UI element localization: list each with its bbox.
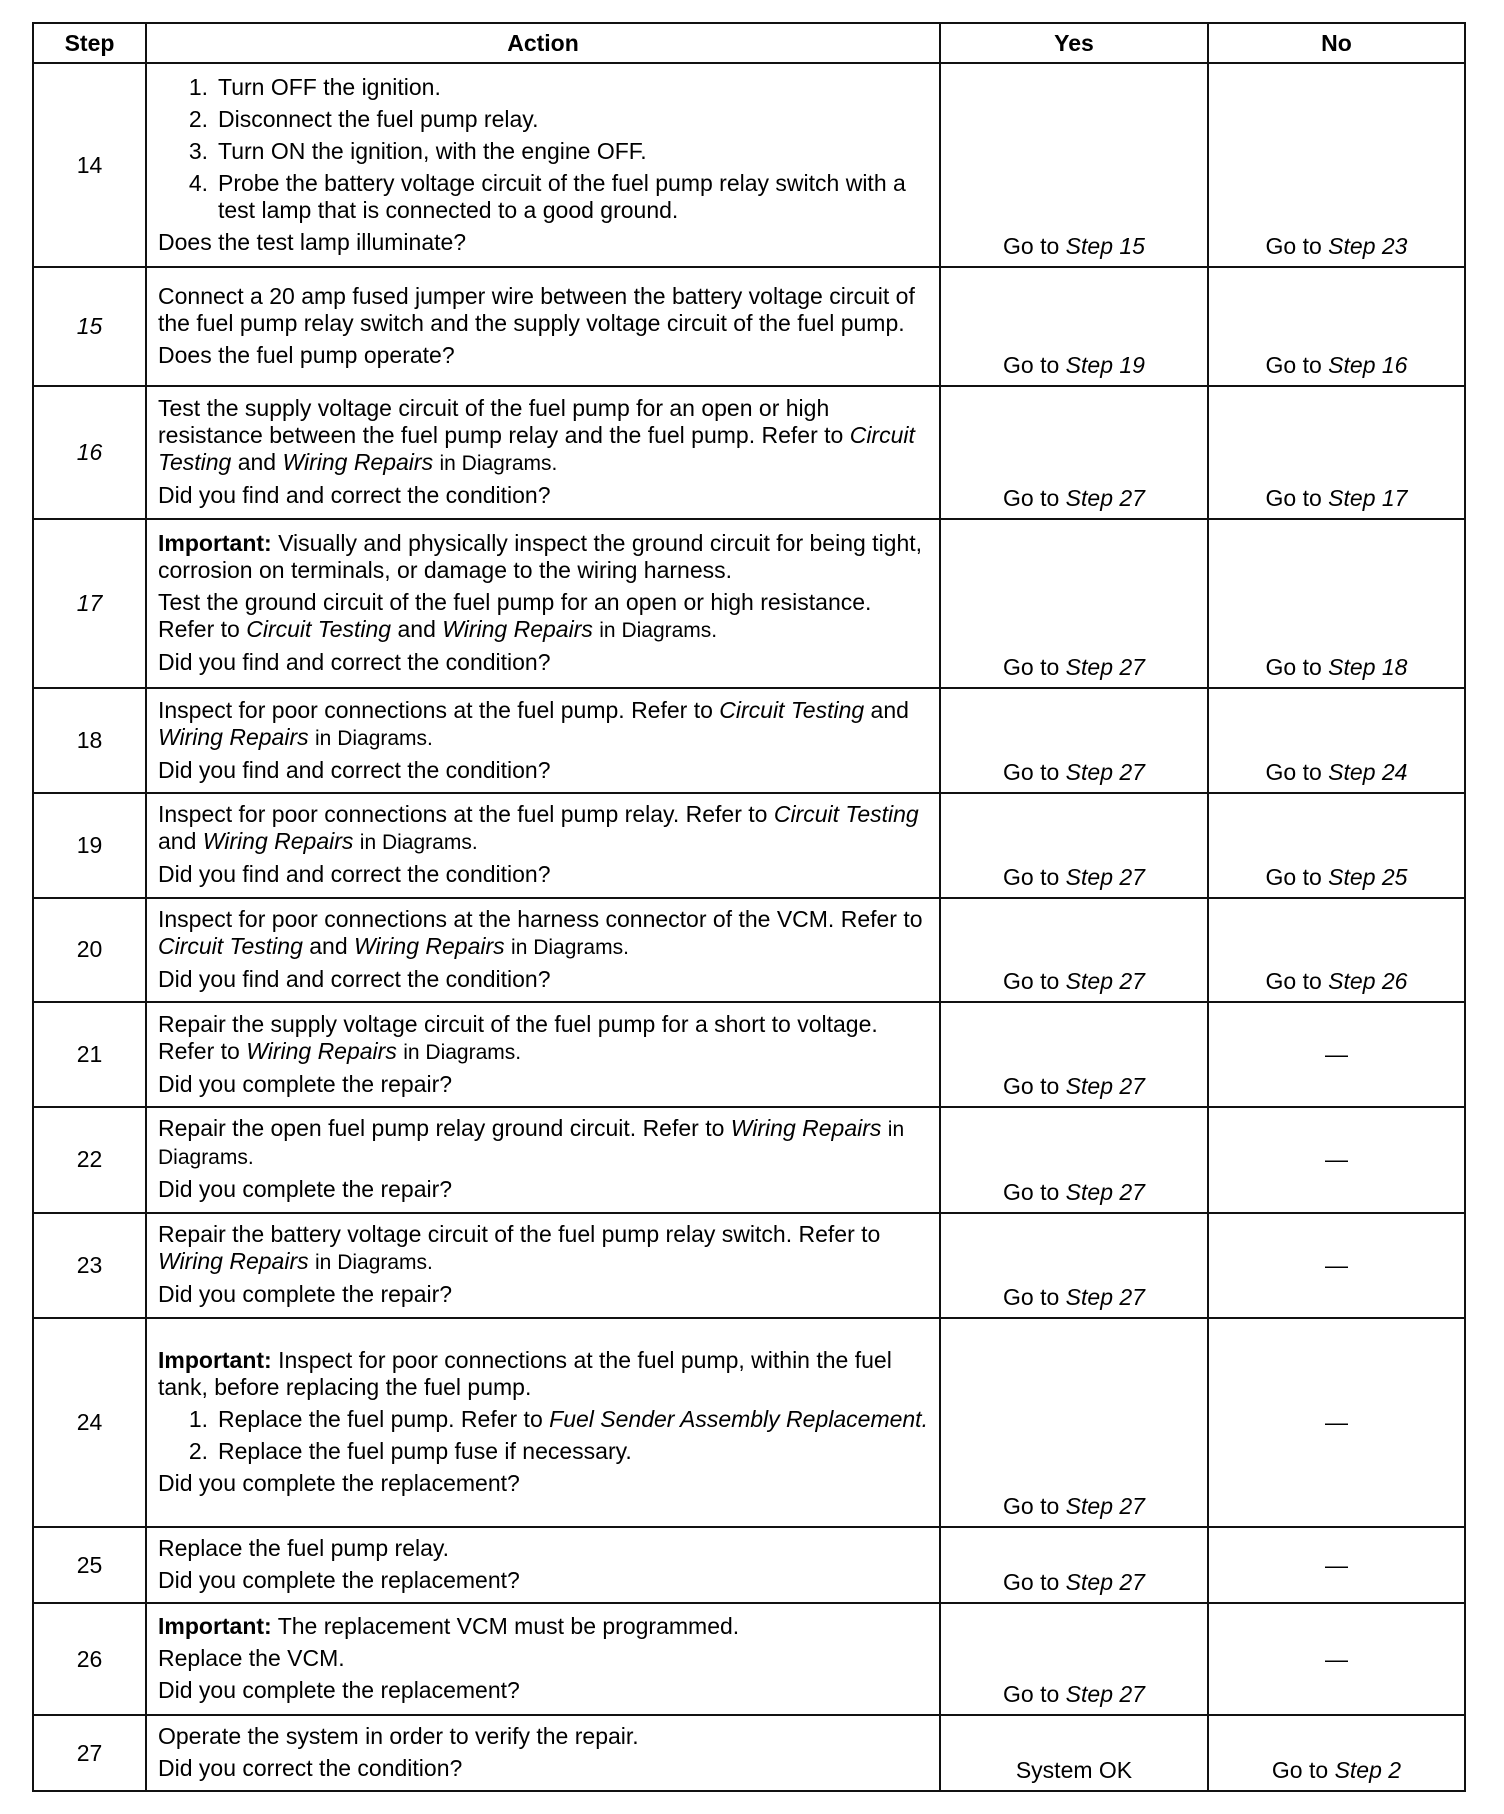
action-text: Inspect for poor connections at the fuel pump. Refer to Circuit Testing and Wiring Repairs in Diagrams. <box>158 696 909 750</box>
action-text: Replace the VCM. <box>158 1645 345 1672</box>
header-step: Step <box>33 23 146 63</box>
action-question: Did you find and correct the condition? <box>158 648 551 675</box>
action-cell <box>146 267 940 385</box>
yes-cell-system-ok: System OK <box>940 1715 1208 1791</box>
list-item: 4. Probe the battery voltage circuit of the fuel pump relay switch with a test lamp that is connected to a good ground. <box>188 169 906 223</box>
no-cell-dash: — <box>1208 1002 1465 1107</box>
action-cell <box>146 1603 940 1715</box>
yes-cell: Go to Step 27 <box>940 688 1208 793</box>
step-number: 19 <box>33 793 146 898</box>
action-question: Did you complete the replacement? <box>158 1469 520 1496</box>
yes-cell: Go to Step 27 <box>940 1213 1208 1318</box>
yes-cell: Go to Step 27 <box>940 793 1208 898</box>
yes-cell: Go to Step 27 <box>940 519 1208 689</box>
yes-cell: Go to Step 27 <box>940 386 1208 519</box>
action-cell <box>146 519 940 689</box>
list-item: 2. Disconnect the fuel pump relay. <box>188 105 539 132</box>
table-row <box>33 519 1465 689</box>
action-question: Does the test lamp illuminate? <box>158 228 467 255</box>
action-text: Test the ground circuit of the fuel pump for an open or high resistance. Refer to Circuit Testing and Wiring Repairs in Diagrams. <box>158 588 872 642</box>
no-cell-dash: — <box>1208 1527 1465 1603</box>
step-number: 24 <box>33 1318 146 1527</box>
yes-cell: Go to Step 27 <box>940 1603 1208 1715</box>
header-row <box>33 23 1465 63</box>
yes-cell: Go to Step 19 <box>940 267 1208 385</box>
step-number: 27 <box>33 1715 146 1791</box>
list-item: 1. Turn OFF the ignition. <box>188 73 441 100</box>
table-row <box>33 1715 1465 1791</box>
action-question: Did you complete the replacement? <box>158 1567 520 1594</box>
action-cell <box>146 386 940 519</box>
list-item: 2. Replace the fuel pump fuse if necessary. <box>188 1437 632 1464</box>
no-cell: Go to Step 16 <box>1208 267 1465 385</box>
step-number: 21 <box>33 1002 146 1107</box>
action-text: Replace the fuel pump relay. <box>158 1535 450 1562</box>
yes-cell: Go to Step 27 <box>940 1318 1208 1527</box>
no-cell: Go to Step 17 <box>1208 386 1465 519</box>
yes-cell: Go to Step 27 <box>940 1527 1208 1603</box>
step-number: 23 <box>33 1213 146 1318</box>
action-question: Did you complete the repair? <box>158 1070 453 1097</box>
action-cell <box>146 1527 940 1603</box>
no-cell-dash: — <box>1208 1107 1465 1213</box>
action-text: Test the supply voltage circuit of the fuel pump for an open or high resistance between the fuel pump relay and the fuel pump. Refer to Circuit Testing and Wiring Repairs in Diagrams. <box>158 394 915 475</box>
action-text: Inspect for poor connections at the harness connector of the VCM. Refer to Circuit Testing and Wiring Repairs in Diagrams. <box>158 905 923 959</box>
important-note: Important: Inspect for poor connections at the fuel pump, within the fuel tank, before replacing the fuel pump. <box>158 1346 892 1400</box>
action-text: Repair the open fuel pump relay ground circuit. Refer to Wiring Repairs in Diagrams. <box>158 1115 905 1170</box>
list-item: 3. Turn ON the ignition, with the engine OFF. <box>188 137 647 164</box>
action-cell <box>146 688 940 793</box>
step-number: 14 <box>33 63 146 267</box>
table-row <box>33 1002 1465 1107</box>
action-question: Did you complete the repair? <box>158 1176 453 1203</box>
action-text: Connect a 20 amp fused jumper wire between the battery voltage circuit of the fuel pump relay switch and the supply voltage circuit of the fuel pump. <box>158 282 915 336</box>
step-number: 26 <box>33 1603 146 1715</box>
table-row <box>33 1527 1465 1603</box>
no-cell: Go to Step 26 <box>1208 898 1465 1003</box>
action-question: Did you complete the replacement? <box>158 1677 520 1704</box>
table-row <box>33 793 1465 898</box>
action-question: Did you find and correct the condition? <box>158 861 551 888</box>
no-cell-dash: — <box>1208 1318 1465 1527</box>
step-number: 25 <box>33 1527 146 1603</box>
action-cell <box>146 1213 940 1318</box>
list-item: 1. Replace the fuel pump. Refer to Fuel Sender Assembly Replacement. <box>188 1405 928 1432</box>
action-question: Did you find and correct the condition? <box>158 481 551 508</box>
step-number: 15 <box>33 267 146 385</box>
step-number: 16 <box>33 386 146 519</box>
action-cell <box>146 1715 940 1791</box>
table-row <box>33 898 1465 1003</box>
no-cell: Go to Step 23 <box>1208 63 1465 267</box>
action-question: Did you find and correct the condition? <box>158 965 551 992</box>
step-number: 20 <box>33 898 146 1003</box>
yes-cell: Go to Step 15 <box>940 63 1208 267</box>
action-question: Did you correct the condition? <box>158 1755 463 1782</box>
no-step-ref: Step 23 <box>1328 233 1408 260</box>
yes-cell: Go to Step 27 <box>940 898 1208 1003</box>
action-cell <box>146 1107 940 1213</box>
action-cell <box>146 1002 940 1107</box>
action-question: Did you complete the repair? <box>158 1281 453 1308</box>
header-no: No <box>1208 23 1465 63</box>
no-cell: Go to Step 24 <box>1208 688 1465 793</box>
table-row <box>33 63 1465 267</box>
header-yes: Yes <box>940 23 1208 63</box>
no-cell-dash: — <box>1208 1603 1465 1715</box>
action-text: Repair the supply voltage circuit of the fuel pump for a short to voltage. Refer to Wiring Repairs in Diagrams. <box>158 1010 878 1064</box>
table-row <box>33 1318 1465 1527</box>
action-cell <box>146 898 940 1003</box>
diagnostic-table <box>32 22 1466 1792</box>
no-cell: Go to Step 18 <box>1208 519 1465 689</box>
table-row <box>33 1107 1465 1213</box>
yes-cell: Go to Step 27 <box>940 1002 1208 1107</box>
table-row <box>33 1603 1465 1715</box>
action-question: Does the fuel pump operate? <box>158 341 455 368</box>
table-row <box>33 267 1465 385</box>
table-row <box>33 1213 1465 1318</box>
table-row <box>33 688 1465 793</box>
action-text: Inspect for poor connections at the fuel pump relay. Refer to Circuit Testing and Wiring Repairs in Diagrams. <box>158 801 919 855</box>
table-row <box>33 386 1465 519</box>
yes-step-ref: Step 15 <box>1065 233 1145 260</box>
no-cell: Go to Step 2 <box>1208 1715 1465 1791</box>
diagnostic-table-page <box>32 22 1464 1792</box>
action-cell <box>146 63 940 267</box>
step-number: 22 <box>33 1107 146 1213</box>
yes-cell: Go to Step 27 <box>940 1107 1208 1213</box>
header-action: Action <box>146 23 940 63</box>
important-note: Important: Visually and physically inspect the ground circuit for being tight, corrosion on terminals, or damage to the wiring harness. <box>158 529 923 583</box>
no-cell-dash: — <box>1208 1213 1465 1318</box>
step-number: 18 <box>33 688 146 793</box>
action-text: Operate the system in order to verify the repair. <box>158 1723 639 1750</box>
action-question: Did you find and correct the condition? <box>158 756 551 783</box>
action-text: Repair the battery voltage circuit of the fuel pump relay switch. Refer to Wiring Repairs in Diagrams. <box>158 1221 881 1275</box>
important-note: Important: The replacement VCM must be programmed. <box>158 1613 740 1640</box>
step-number: 17 <box>33 519 146 689</box>
action-cell <box>146 793 940 898</box>
action-cell <box>146 1318 940 1527</box>
no-cell: Go to Step 25 <box>1208 793 1465 898</box>
